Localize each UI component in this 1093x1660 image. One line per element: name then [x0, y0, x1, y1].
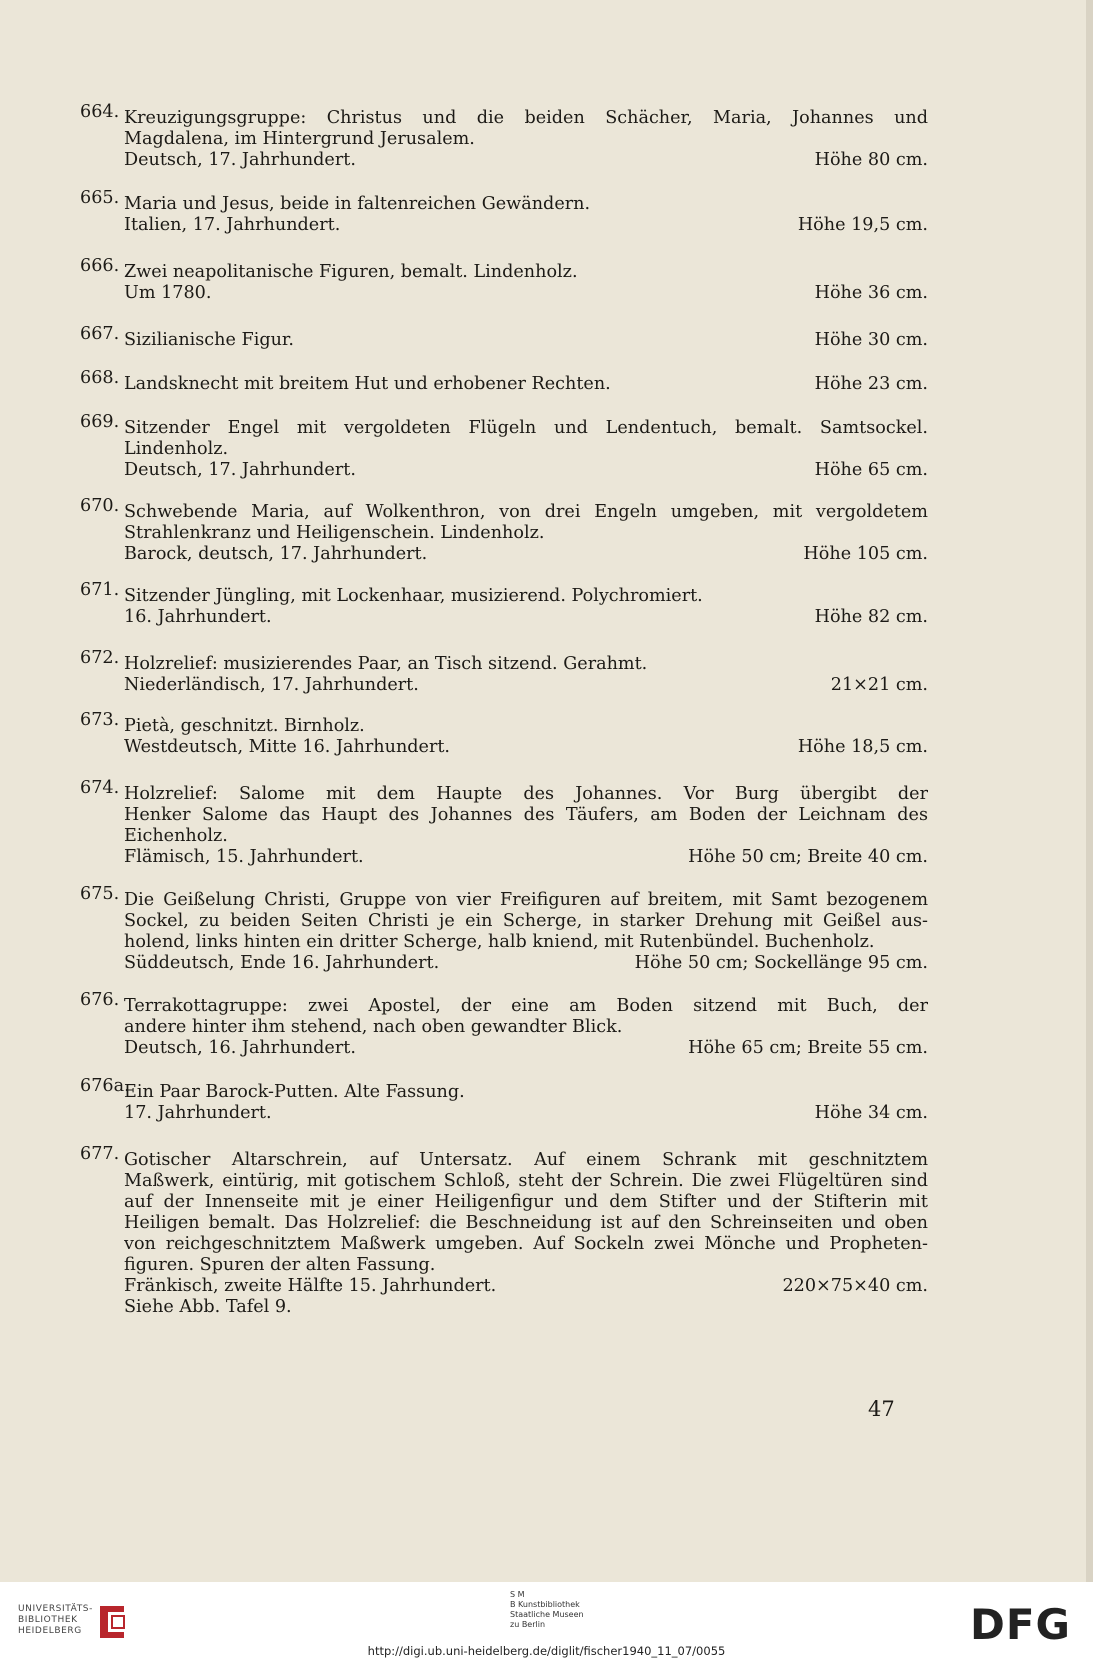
entry-text	[124, 194, 928, 236]
entry-origin: Flämisch, 15. Jahrhundert.	[124, 847, 364, 867]
dfg-logo[interactable]: DFG	[970, 1600, 1072, 1649]
entry-figure-reference: Siehe Abb. Tafel 9.	[124, 1297, 292, 1317]
entry-origin: Italien, 17. Jahrhundert.	[124, 215, 341, 235]
entry-dimensions: Höhe 50 cm; Breite 40 cm.	[688, 847, 928, 867]
entry-origin-row	[124, 374, 928, 395]
entry-text	[124, 996, 928, 1059]
entry-number: 669.	[80, 412, 120, 432]
entry-line: Kreuzigungsgruppe: Christus und die beiden Schächer, Maria, Johannes und	[124, 108, 928, 128]
uni-logo-line: BIBLIOTHEK	[18, 1615, 78, 1625]
catalog-entry	[80, 648, 928, 696]
entry-text	[124, 1082, 928, 1124]
university-library-logo[interactable]	[18, 1604, 93, 1637]
entry-origin-row	[124, 847, 928, 868]
catalog-entry	[80, 884, 928, 974]
entry-line: Ein Paar Barock-Putten. Alte Fassung.	[124, 1082, 465, 1102]
entry-origin: Deutsch, 17. Jahrhundert.	[124, 150, 356, 170]
entry-origin: Landsknecht mit breitem Hut und erhobener Rechten.	[124, 374, 611, 394]
entry-dimensions: Höhe 30 cm.	[814, 330, 928, 350]
entry-number: 664.	[80, 102, 120, 122]
entry-number: 677.	[80, 1144, 120, 1164]
entry-number: 671.	[80, 580, 120, 600]
entry-line: Holzrelief: Salome mit dem Haupte des Johannes. Vor Burg übergibt der	[124, 784, 928, 804]
entry-number: 675.	[80, 884, 120, 904]
entry-line: Maßwerk, eintürig, mit gotischem Schloß, steht der Schrein. Die zwei Flügeltüren sind	[124, 1171, 928, 1191]
entry-origin-row	[124, 1038, 928, 1059]
entry-text	[124, 262, 928, 304]
entry-line: Strahlenkranz und Heiligenschein. Lindenholz.	[124, 523, 545, 543]
entry-line: figuren. Spuren der alten Fassung.	[124, 1255, 436, 1275]
page-url-link[interactable]: http://digi.ub.uni-heidelberg.de/diglit/fischer1940_11_07/0055	[367, 1644, 726, 1658]
entry-origin-row	[124, 544, 928, 565]
entry-origin: Westdeutsch, Mitte 16. Jahrhundert.	[124, 737, 451, 757]
entry-text	[124, 890, 928, 974]
entry-line: Holzrelief: musizierendes Paar, an Tisch sitzend. Gerahmt.	[124, 654, 648, 674]
entry-line: Zwei neapolitanische Figuren, bemalt. Lindenholz.	[124, 262, 578, 282]
catalog-entry	[80, 1076, 928, 1124]
entry-text	[124, 418, 928, 481]
entry-line: Pietà, geschnitzt. Birnholz.	[124, 716, 365, 736]
entry-line: Henker Salome das Haupt des Johannes des Täufers, am Boden der Leichnam des	[124, 805, 928, 825]
entry-dimensions: Höhe 19,5 cm.	[797, 215, 928, 235]
library-logo-icon	[96, 1602, 128, 1642]
entry-number: 670.	[80, 496, 120, 516]
entry-line: Heiligen bemalt. Das Holzrelief: die Beschneidung ist auf den Schreinseiten und oben	[124, 1213, 928, 1233]
entry-text	[124, 1150, 928, 1318]
catalog-entry	[80, 580, 928, 628]
entry-origin: Deutsch, 17. Jahrhundert.	[124, 460, 356, 480]
catalog-entry	[80, 256, 928, 304]
entry-origin-row	[124, 953, 928, 974]
entry-line: auf der Innenseite mit je einer Heiligenfigur und dem Stifter und der Stifterin mit	[124, 1192, 928, 1212]
entry-dimensions: 21×21 cm.	[830, 675, 928, 695]
page-edge	[1086, 0, 1093, 1582]
entry-text	[124, 374, 928, 395]
entry-number: 676a.	[80, 1076, 130, 1096]
entry-line: Eichenholz.	[124, 826, 228, 846]
entry-dimensions: Höhe 36 cm.	[814, 283, 928, 303]
entry-number: 668.	[80, 368, 120, 388]
entry-text	[124, 784, 928, 868]
entry-line: Gotischer Altarschrein, auf Untersatz. Auf einem Schrank mit geschnitztem	[124, 1150, 928, 1170]
entry-origin: Deutsch, 16. Jahrhundert.	[124, 1038, 356, 1058]
entry-origin-row	[124, 283, 928, 304]
entry-origin-row	[124, 1103, 928, 1124]
center-logo-line: Staatliche Museen	[510, 1610, 584, 1619]
entry-line: Sockel, zu beiden Seiten Christi je ein Scherge, in starker Drehung mit Geißel aus-	[124, 911, 928, 931]
center-logo-line: B Kunstbibliothek	[510, 1600, 580, 1609]
entry-origin-row	[124, 150, 928, 171]
entry-origin: Sizilianische Figur.	[124, 330, 294, 350]
entry-origin-row	[124, 675, 928, 696]
center-logo-line: S M	[510, 1590, 525, 1599]
catalog-entry	[80, 710, 928, 758]
entry-text	[124, 586, 928, 628]
catalog-entry	[80, 188, 928, 236]
entry-line: Schwebende Maria, auf Wolkenthron, von drei Engeln umgeben, mit vergoldetem	[124, 502, 928, 522]
center-logo-line: zu Berlin	[510, 1620, 546, 1629]
entry-line: Magdalena, im Hintergrund Jerusalem.	[124, 129, 475, 149]
entry-text	[124, 654, 928, 696]
catalog-entry	[80, 324, 928, 351]
entry-origin-row	[124, 1276, 928, 1297]
entry-line: von reichgeschnitztem Maßwerk umgeben. Auf Sockeln zwei Mönche und Propheten-	[124, 1234, 928, 1254]
catalog-entry	[80, 412, 928, 481]
entry-line: holend, links hinten ein dritter Scherge, halb kniend, mit Rutenbündel. Buchenholz.	[124, 932, 875, 952]
entry-dimensions: Höhe 80 cm.	[814, 150, 928, 170]
entry-number: 667.	[80, 324, 120, 344]
entry-origin: Um 1780.	[124, 283, 212, 303]
catalog-entry	[80, 368, 928, 395]
entry-line: Sitzender Engel mit vergoldeten Flügeln und Lendentuch, bemalt. Samtsockel.	[124, 418, 928, 438]
footer	[0, 1582, 1093, 1660]
entry-origin-row	[124, 330, 928, 351]
entry-line: Sitzender Jüngling, mit Lockenhaar, musizierend. Polychromiert.	[124, 586, 703, 606]
catalog-entry	[80, 1144, 928, 1318]
entry-dimensions: Höhe 23 cm.	[814, 374, 928, 394]
entry-dimensions: Höhe 65 cm.	[814, 460, 928, 480]
entry-line: Terrakottagruppe: zwei Apostel, der eine am Boden sitzend mit Buch, der	[124, 996, 928, 1016]
entry-number: 674.	[80, 778, 120, 798]
entry-dimensions: 220×75×40 cm.	[782, 1276, 928, 1296]
entry-dimensions: Höhe 82 cm.	[814, 607, 928, 627]
entry-origin-row	[124, 460, 928, 481]
entry-origin: Süddeutsch, Ende 16. Jahrhundert.	[124, 953, 440, 973]
entry-line: Die Geißelung Christi, Gruppe von vier Freifiguren auf breitem, mit Samt bezogenem	[124, 890, 928, 910]
entry-origin: 17. Jahrhundert.	[124, 1103, 272, 1123]
entry-origin-row	[124, 215, 928, 236]
entry-origin-row	[124, 607, 928, 628]
catalog-entry	[80, 496, 928, 565]
catalog-entry	[80, 102, 928, 171]
entry-dimensions: Höhe 105 cm.	[803, 544, 928, 564]
entry-origin: 16. Jahrhundert.	[124, 607, 272, 627]
entry-number: 665.	[80, 188, 120, 208]
catalog-entry	[80, 990, 928, 1059]
entry-origin-row	[124, 737, 928, 758]
entry-number: 672.	[80, 648, 120, 668]
entry-text	[124, 330, 928, 351]
entry-text	[124, 502, 928, 565]
entry-line: andere hinter ihm stehend, nach oben gewandter Blick.	[124, 1017, 623, 1037]
kunstbibliothek-logo[interactable]	[510, 1590, 584, 1630]
entry-origin: Barock, deutsch, 17. Jahrhundert.	[124, 544, 428, 564]
catalog-entry	[80, 778, 928, 868]
page-number: 47	[868, 1397, 895, 1421]
entry-number: 666.	[80, 256, 120, 276]
entry-number: 673.	[80, 710, 120, 730]
entry-dimensions: Höhe 34 cm.	[814, 1103, 928, 1123]
entry-dimensions: Höhe 18,5 cm.	[797, 737, 928, 757]
uni-logo-line: UNIVERSITÄTS-	[18, 1604, 93, 1614]
entry-number: 676.	[80, 990, 120, 1010]
entry-dimensions: Höhe 50 cm; Sockellänge 95 cm.	[634, 953, 928, 973]
entry-text	[124, 716, 928, 758]
entry-dimensions: Höhe 65 cm; Breite 55 cm.	[688, 1038, 928, 1058]
entry-origin: Fränkisch, zweite Hälfte 15. Jahrhundert.	[124, 1276, 497, 1296]
entry-line: Lindenholz.	[124, 439, 229, 459]
entry-text	[124, 108, 928, 171]
entry-origin: Niederländisch, 17. Jahrhundert.	[124, 675, 419, 695]
entry-line: Maria und Jesus, beide in faltenreichen Gewändern.	[124, 194, 591, 214]
uni-logo-line: HEIDELBERG	[18, 1626, 82, 1636]
